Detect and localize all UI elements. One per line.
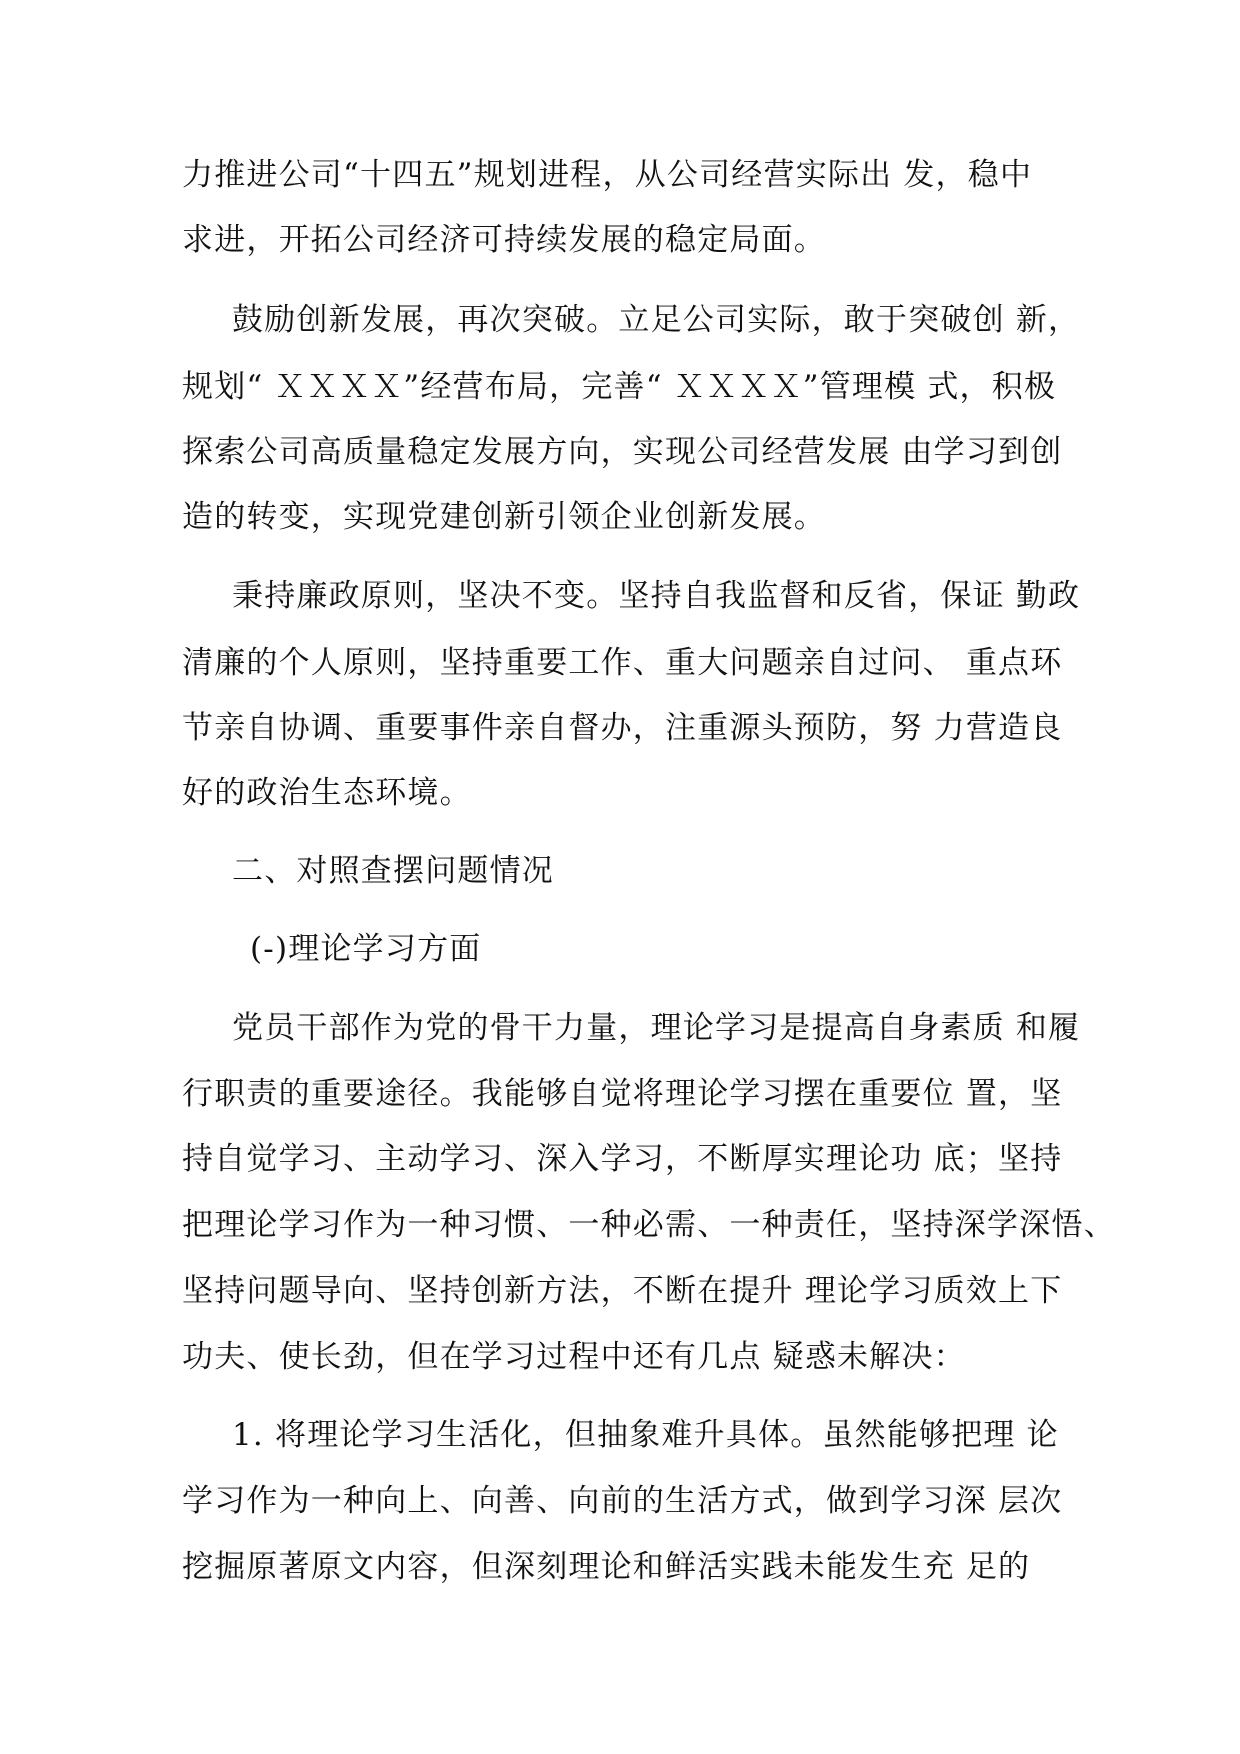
text-line: 秉持廉政原则，坚决不变。坚持自我监督和反省，保证 勤政 [232, 578, 1081, 614]
text-line: 持自觉学习、主动学习、深入学习，不断厚实理论功 底；坚持 [182, 1141, 1063, 1177]
text-line: 造的转变，实现党建创新引领企业创新发展。 [182, 499, 826, 535]
text-line: 好的政治生态环境。 [182, 775, 472, 811]
text-line: 鼓励创新发展，再次突破。立足公司实际，敢于突破创 新， [232, 302, 1081, 338]
text-line: 规划“ ＸＸＸＸ”经营布局，完善“ ＸＸＸＸ”管理模 式，积极 [182, 369, 1057, 405]
text-line: 节亲自协调、重要事件亲自督办，注重源头预防，努 力营造良 [182, 710, 1063, 746]
text-line: 求进，开拓公司经济可持续发展的稳定局面。 [182, 222, 826, 258]
text-line: 行职责的重要途径。我能够自觉将理论学习摆在重要位 置，坚 [182, 1076, 1063, 1112]
text-line: 把理论学习作为一种习惯、一种必需、一种责任，坚持深学深悟、 [182, 1207, 1116, 1243]
text-line: 探索公司高质量稳定发展方向，实现公司经营发展 由学习到创 [182, 434, 1063, 470]
list-item-text-line: 1. 将理论学习生活化，但抽象难升具体。虽然能够把理 论 [232, 1417, 1059, 1453]
text-line: 功夫、使长劲，但在学习过程中还有几点 疑惑未解决： [182, 1339, 966, 1375]
list-item-text-line: 学习作为一种向上、向善、向前的生活方式，做到学习深 层次 [182, 1483, 1063, 1519]
text-line: 清廉的个人原则，坚持重要工作、重大问题亲自过问、 重点环 [182, 645, 1063, 681]
list-item-text-line: 挖掘原著原文内容，但深刻理论和鲜活实践未能发生充 足的 [182, 1549, 1031, 1585]
subsection-heading: (-)理论学习方面 [250, 931, 482, 967]
text-line: 力推进公司“十四五”规划进程，从公司经营实际出 发，稳中 [182, 157, 1033, 193]
section-heading: 二、对照查摆问题情况 [232, 853, 554, 889]
text-line: 坚持问题导向、坚持创新方法，不断在提升 理论学习质效上下 [182, 1273, 1063, 1309]
text-line: 党员干部作为党的骨干力量，理论学习是提高自身素质 和履 [232, 1010, 1081, 1046]
